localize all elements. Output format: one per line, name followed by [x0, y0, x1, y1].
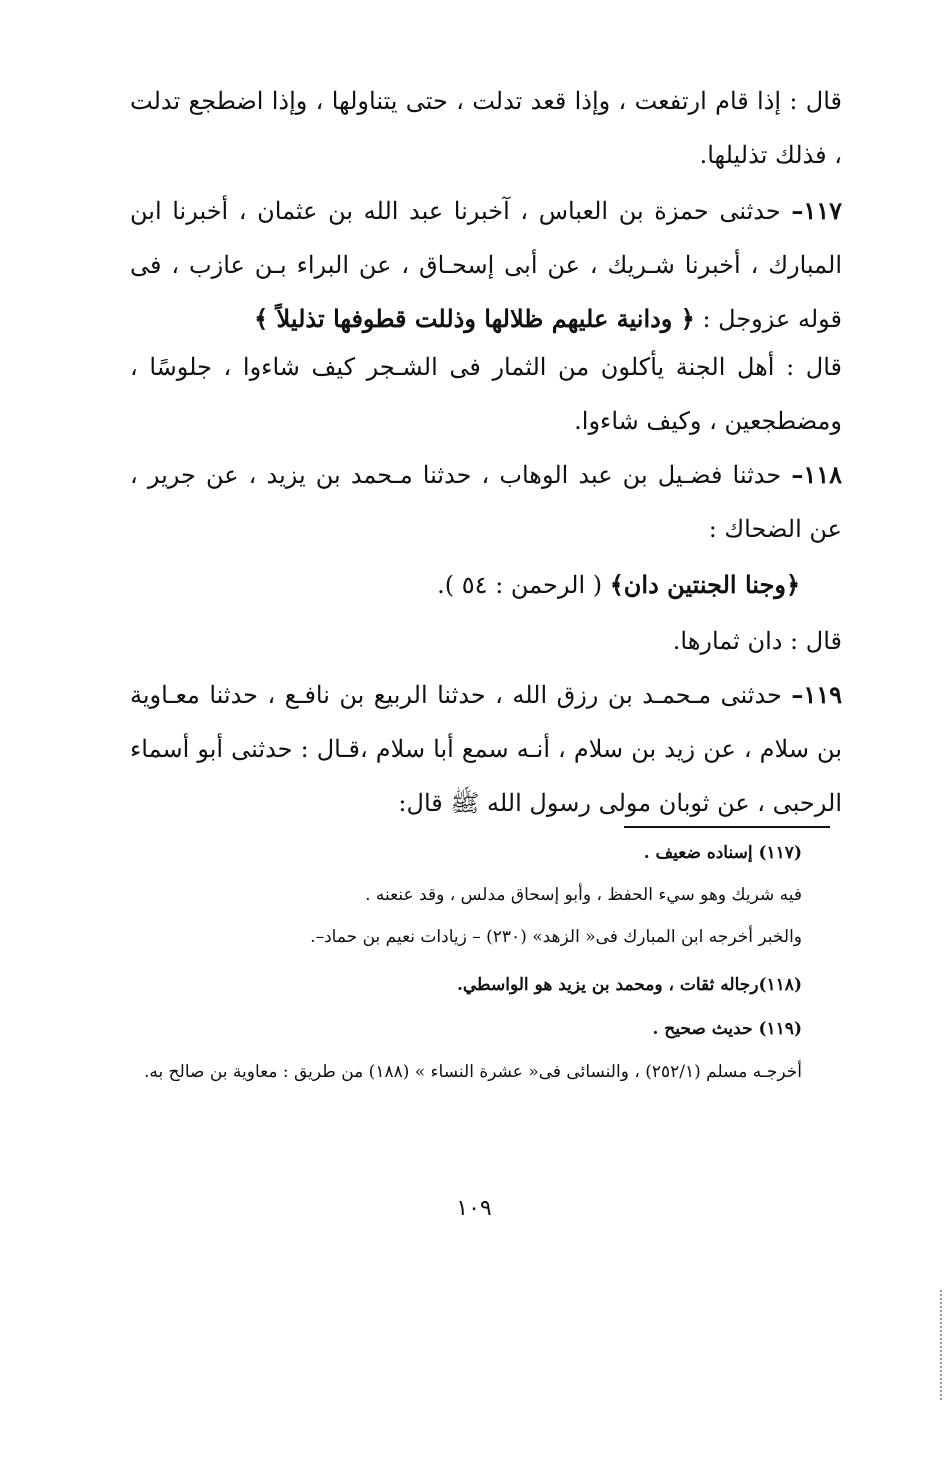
verse-reference: ( الرحمن : ٥٤ ).	[437, 571, 610, 599]
hadith-119-text: حدثنى مـحمـد بن رزق الله ، حدثنا الربيع بن نافـع ، حدثنا معـاوية بن سلام ، عن زيد بن سلام ، أنـه سمع أبا سلام ،قـال : حدثنى أبو أسماء الرحبى ، عن ثوبان مولى رسول الله ﷺ قال:	[130, 681, 842, 817]
quran-verse-117: ﴿ ودانية عليهم ظلالها وذللت قطوفها تذليلاً ﴾	[254, 304, 695, 333]
page-number: ١٠٩	[456, 1196, 492, 1221]
paragraph-6-text: قال : دان ثمارها.	[672, 627, 842, 655]
hadith-number-117: ١١٧–	[791, 196, 842, 225]
hadith-118-text: حدثنا فضـيل بن عبد الوهاب ، حدثنا مـحمد بن يزيد ، عن جرير ، عن الضحاك :	[130, 461, 842, 543]
footnote-117: (١١٧) إسناده ضعيف .	[643, 843, 802, 863]
footnote-119: (١١٩) حديث صحيح .	[652, 1019, 802, 1039]
footnote-119-source: أخرجـه مسلم (٢٥٢/١) ، والنسائى فى« عشرة النساء » (١٨٨) من طريق : معاوية بن صالح به.	[144, 1062, 802, 1082]
footnote-separator	[624, 826, 830, 828]
paragraph-hadith-118	[130, 448, 842, 556]
paragraph-6	[130, 614, 842, 668]
paragraph-3-text: قال : أهل الجنة يأكلون من الثمار فى الشـجر كيف شاءوا ، جلوسًا ، ومضطجعين ، وكيف شاءوا.	[130, 353, 843, 435]
hadith-number-118: ١١٨–	[791, 460, 842, 489]
hadith-117-text: حدثنى حمزة بن العباس ، آخبرنا عبد الله بن عثمان ، أخبرنا ابن المبارك ، أخبرنا شـريك ، عن أبى إسحـاق ، عن البراء بـن عازب ، فى قوله عزوجل :	[130, 197, 842, 333]
paragraph-verse	[130, 558, 800, 612]
scan-artifact	[940, 1290, 944, 1400]
paragraph-1-text: قال : إذا قام ارتفعت ، وإذا قعد تدلت ، حتى يتناولها ، وإذا اضطجع تدلت ، فذلك تذليلها.	[130, 87, 842, 169]
paragraph-hadith-117	[130, 184, 842, 346]
footnote-117-source: والخبر أخرجه ابن المبارك فى« الزهد» (٢٣٠) – زيادات نعيم بن حماد–.	[310, 927, 802, 947]
paragraph-hadith-119	[130, 668, 842, 830]
paragraph-3	[130, 340, 842, 448]
paragraph-1	[130, 74, 842, 182]
footnote-117-detail: فيه شريك وهو سيء الحفظ ، وأبو إسحاق مدلس ، وقد عنعنه .	[365, 885, 802, 905]
hadith-number-119: ١١٩–	[791, 680, 842, 709]
footnote-118: (١١٨)رجاله ثقات ، ومحمد بن يزيد هو الواسطي.	[456, 975, 802, 995]
quran-verse-118: ﴿وجنا الجنتين دان﴾	[609, 570, 800, 599]
